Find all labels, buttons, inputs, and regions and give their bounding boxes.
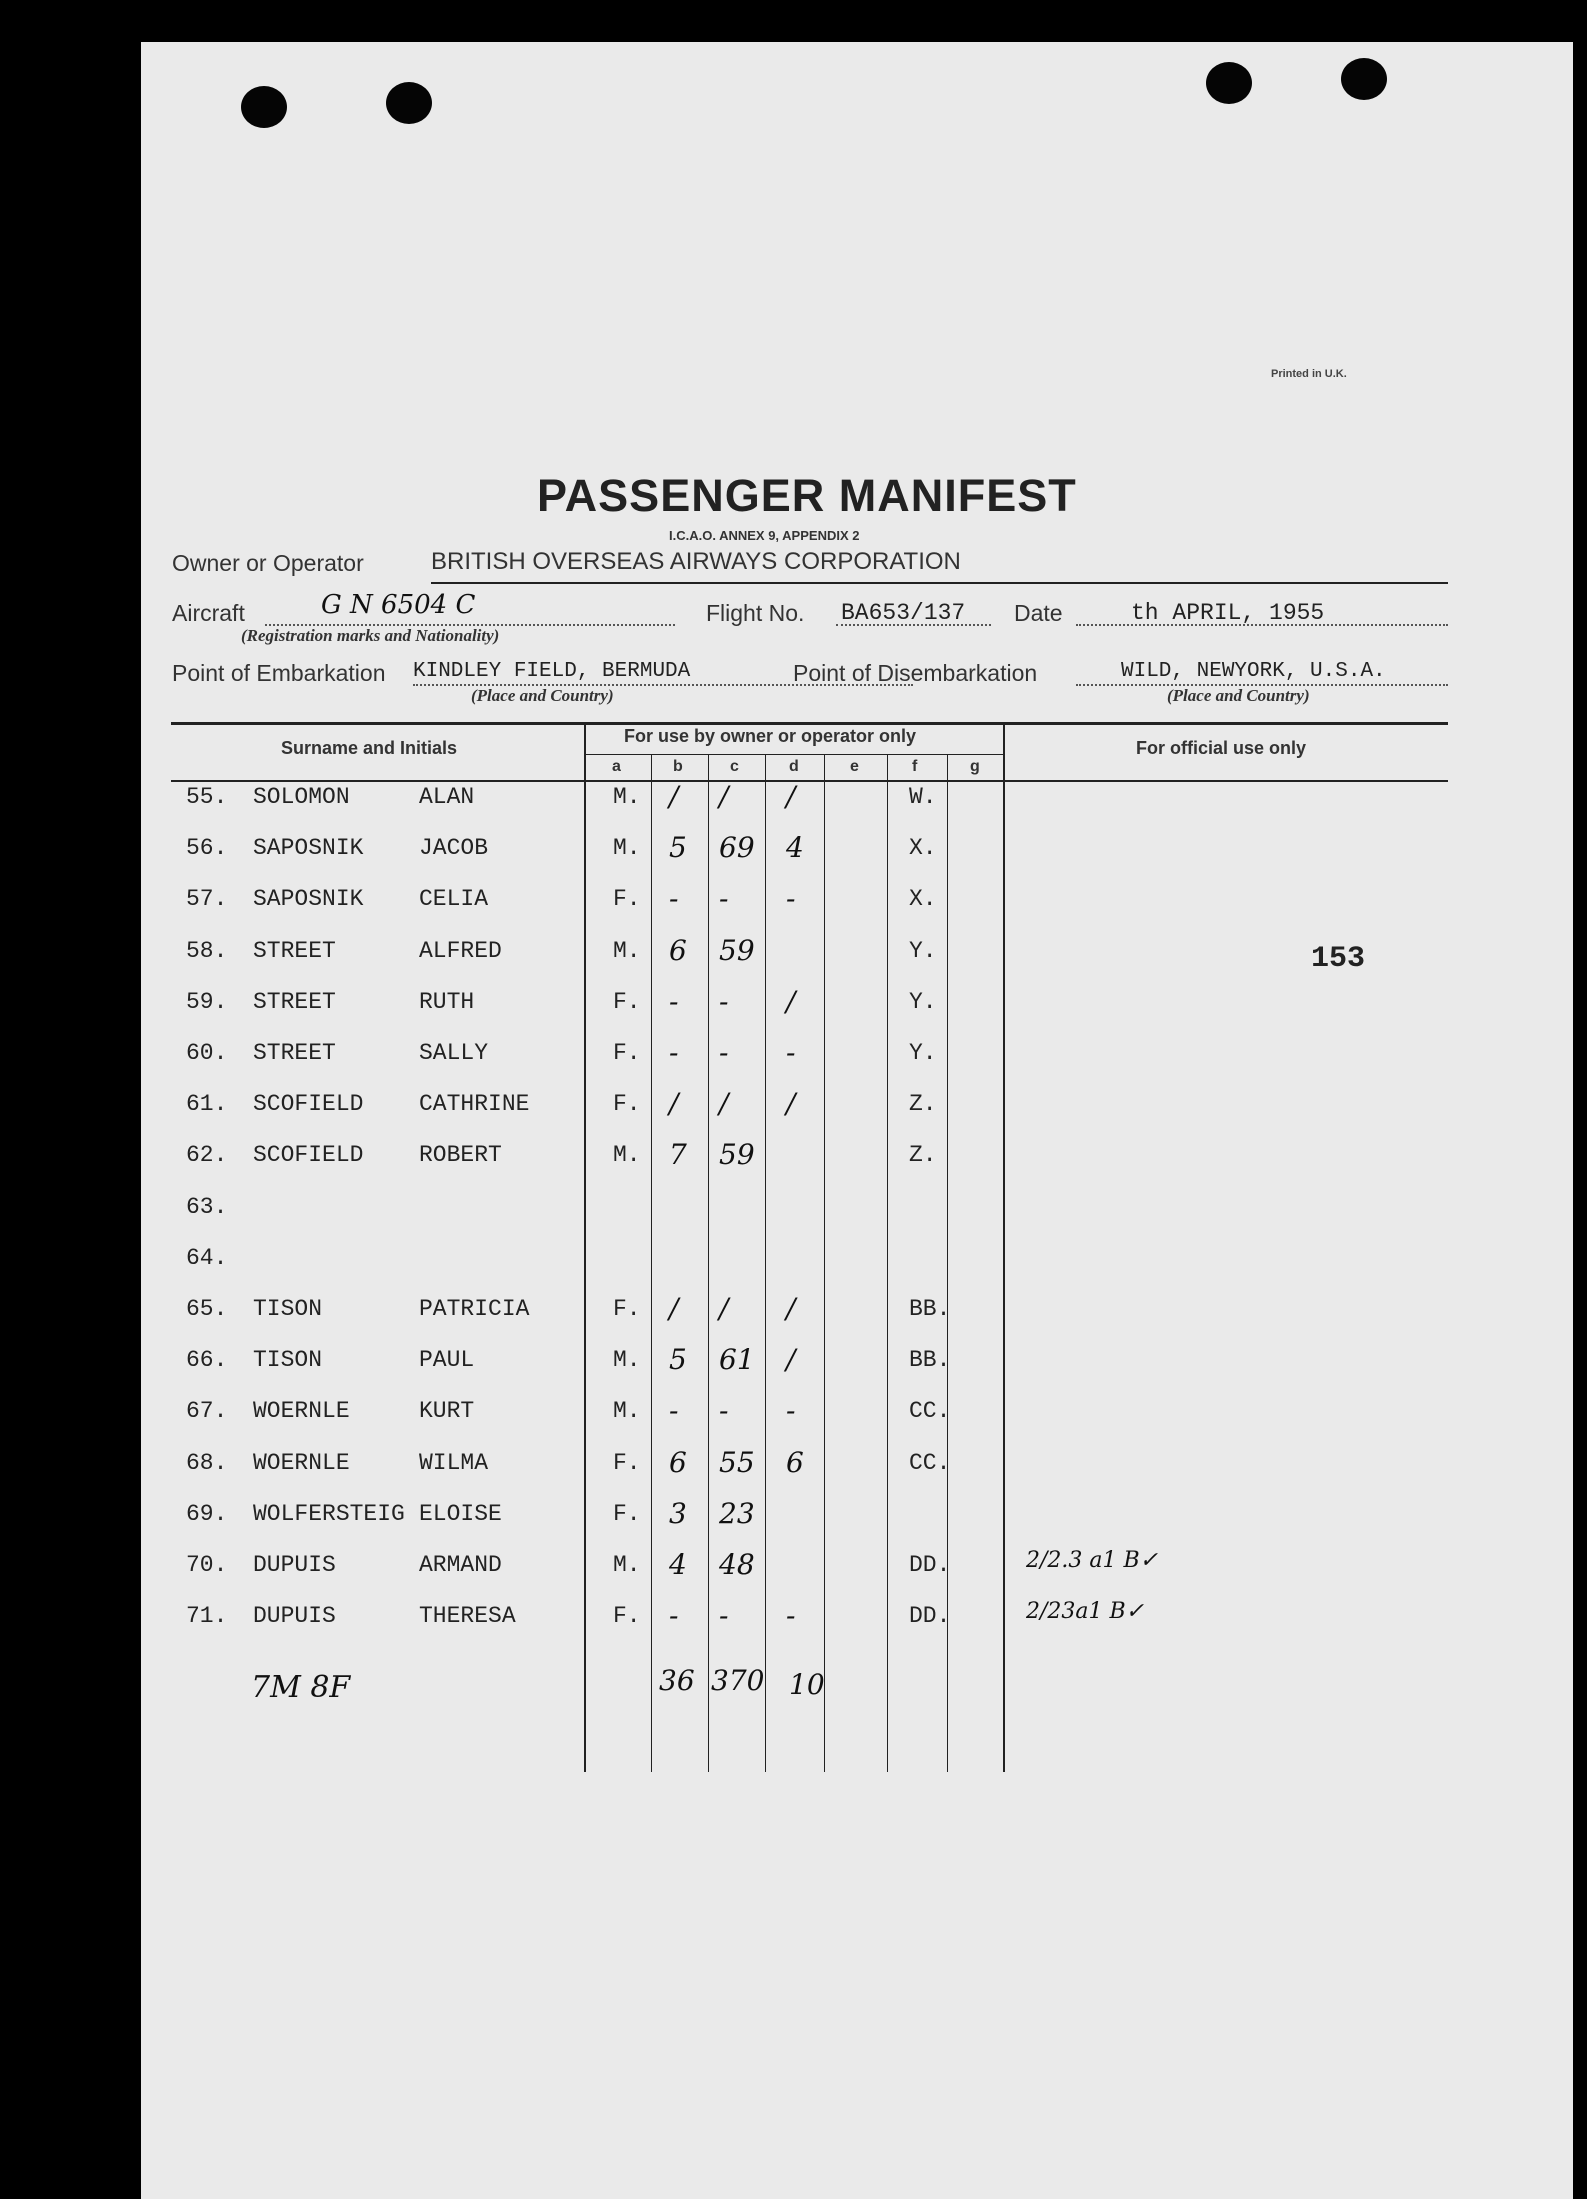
aircraft-label: Aircraft xyxy=(172,600,245,626)
col-c-mark: / xyxy=(719,780,729,813)
col-d-mark: / xyxy=(786,1343,796,1377)
col-d-mark: - xyxy=(786,882,796,916)
subcol-f: f xyxy=(912,758,918,775)
col-a-sex: F. xyxy=(613,1603,641,1630)
table-row xyxy=(141,882,1573,936)
col-a-sex: F. xyxy=(613,886,641,913)
owner-label: Owner or Operator xyxy=(172,550,364,576)
annex-reference: I.C.A.O. ANNEX 9, APPENDIX 2 xyxy=(669,528,860,543)
registration-hint: (Registration marks and Nationality) xyxy=(241,626,500,645)
col-f-code: Y. xyxy=(909,937,937,964)
official-column-header: For official use only xyxy=(1136,738,1307,758)
passenger-surname: TISON xyxy=(253,1296,323,1322)
subcol-b: b xyxy=(673,758,683,775)
subcol-d: d xyxy=(789,758,799,775)
row-number: 68. xyxy=(186,1449,228,1476)
table-row xyxy=(141,1599,1573,1653)
row-number: 61. xyxy=(186,1091,228,1118)
col-f-code: Y. xyxy=(909,988,937,1015)
passenger-given-name: RUTH xyxy=(419,988,475,1015)
row-number: 58. xyxy=(186,937,228,964)
passenger-given-name: ELOISE xyxy=(419,1500,502,1527)
passenger-surname: SCOFIELD xyxy=(253,1142,364,1169)
passenger-surname: SOLOMON xyxy=(253,784,350,810)
col-d-mark: - xyxy=(786,1599,796,1633)
col-b-mark: 5 xyxy=(669,831,687,865)
subcol-g: g xyxy=(970,758,980,775)
punch-hole xyxy=(241,86,287,128)
disembarkation-label: Point of Disembarkation xyxy=(793,660,1038,686)
owner-rule xyxy=(431,582,1448,584)
disembarkation-value: WILD, NEWYORK, U.S.A. xyxy=(1121,660,1386,683)
row-number: 69. xyxy=(186,1500,228,1527)
passenger-surname: SCOFIELD xyxy=(253,1091,364,1118)
col-a-sex: F. xyxy=(613,1091,641,1118)
printed-in-note: Printed in U.K. xyxy=(1271,368,1347,380)
passenger-given-name: PAUL xyxy=(419,1347,475,1374)
col-b-mark: 3 xyxy=(669,1496,687,1530)
operator-column-header: For use by owner or operator only xyxy=(624,726,917,746)
col-d-mark: - xyxy=(786,1036,796,1069)
table-row xyxy=(141,1496,1573,1551)
passenger-surname: WOERNLE xyxy=(253,1449,350,1476)
col-c-mark: - xyxy=(719,1599,729,1633)
col-b-mark: / xyxy=(669,1087,679,1121)
passenger-given-name: SALLY xyxy=(419,1040,489,1066)
official-notation: 2/23a1 B✓ xyxy=(1026,1599,1145,1625)
passenger-surname: WOLFERSTEIG xyxy=(253,1500,405,1527)
totals-summary: 7M 8F xyxy=(251,1670,351,1705)
table-row xyxy=(141,1036,1573,1090)
manifest-sheet xyxy=(141,42,1573,2199)
total-b: 36 xyxy=(659,1664,695,1697)
row-number: 57. xyxy=(186,886,228,913)
surname-column-header: Surname and Initials xyxy=(281,738,458,758)
embarkation-value: KINDLEY FIELD, BERMUDA xyxy=(413,660,691,683)
passenger-surname: STREET xyxy=(253,1040,336,1066)
col-f-code: X. xyxy=(909,835,937,862)
col-f-code: Z. xyxy=(909,1142,937,1169)
col-c-mark: 59 xyxy=(719,1138,755,1172)
table-row xyxy=(141,1087,1573,1141)
subcol-e: e xyxy=(850,758,859,775)
col-c-mark: - xyxy=(719,1394,729,1428)
col-a-sex: M. xyxy=(613,1142,641,1169)
table-row xyxy=(141,1445,1573,1500)
col-d-mark: / xyxy=(786,1087,796,1121)
date-value: th APRIL, 1955 xyxy=(1131,600,1325,626)
col-b-mark: 4 xyxy=(669,1548,687,1581)
col-c-mark: - xyxy=(719,1036,729,1069)
total-d: 10 xyxy=(789,1668,825,1701)
table-header-rule xyxy=(171,780,1448,782)
table-row xyxy=(141,984,1573,1039)
embarkation-label: Point of Embarkation xyxy=(172,660,386,686)
col-c-mark: 59 xyxy=(719,933,755,967)
row-number: 64. xyxy=(186,1244,228,1271)
col-b-mark: 5 xyxy=(669,1343,687,1377)
col-b-mark: 6 xyxy=(669,933,687,967)
table-row xyxy=(141,1548,1573,1602)
col-b-mark: - xyxy=(669,984,679,1018)
passenger-given-name: ARMAND xyxy=(419,1552,502,1578)
owner-value: BRITISH OVERSEAS AIRWAYS CORPORATION xyxy=(431,548,961,575)
row-number: 66. xyxy=(186,1347,228,1374)
col-d-mark: 4 xyxy=(786,831,804,865)
col-a-sex: M. xyxy=(613,784,641,810)
passenger-given-name: PATRICIA xyxy=(419,1296,530,1322)
row-number: 56. xyxy=(186,835,228,862)
col-c-mark: / xyxy=(719,1292,729,1325)
col-a-sex: M. xyxy=(613,1398,641,1425)
table-row xyxy=(141,831,1573,885)
col-b-mark: 6 xyxy=(669,1445,687,1479)
passenger-surname: SAPOSNIK xyxy=(253,835,364,862)
passenger-surname: DUPUIS xyxy=(253,1603,336,1630)
col-a-sex: M. xyxy=(613,1347,641,1374)
passenger-given-name: CELIA xyxy=(419,886,489,913)
col-a-sex: F. xyxy=(613,1296,641,1322)
col-a-sex: M. xyxy=(613,1552,641,1578)
subhead-top-rule xyxy=(584,754,1004,755)
col-d-mark: / xyxy=(786,1292,796,1325)
date-label: Date xyxy=(1014,600,1063,626)
col-f-code: Z. xyxy=(909,1091,937,1118)
row-number: 65. xyxy=(186,1296,228,1322)
col-f-code: W. xyxy=(909,784,937,810)
col-c-mark: - xyxy=(719,984,729,1018)
row-number: 62. xyxy=(186,1142,228,1169)
col-d-mark: - xyxy=(786,1394,796,1428)
col-c-mark: 23 xyxy=(719,1496,755,1530)
col-b-mark: - xyxy=(669,882,679,916)
table-row xyxy=(141,1245,1573,1295)
col-f-code: X. xyxy=(909,886,937,913)
col-f-code: BB. xyxy=(909,1296,951,1322)
col-f-code: Y. xyxy=(909,1040,937,1066)
total-c: 370 xyxy=(711,1664,765,1697)
aircraft-value: G N 6504 C xyxy=(321,590,476,620)
row-number: 70. xyxy=(186,1552,228,1578)
passenger-given-name: CATHRINE xyxy=(419,1091,530,1118)
col-a-sex: F. xyxy=(613,1449,641,1476)
passenger-given-name: ROBERT xyxy=(419,1142,502,1169)
table-row xyxy=(141,1394,1573,1448)
page-title: PASSENGER MANIFEST xyxy=(537,470,1077,521)
col-a-sex: F. xyxy=(613,1500,641,1527)
disembarkation-hint: (Place and Country) xyxy=(1167,686,1310,705)
passenger-given-name: ALAN xyxy=(419,784,475,810)
table-row xyxy=(141,933,1573,988)
flight-value: BA653/137 xyxy=(841,600,966,626)
col-b-mark: - xyxy=(669,1599,679,1633)
subcol-c: c xyxy=(730,758,739,775)
table-row xyxy=(141,1138,1573,1192)
col-c-mark: 61 xyxy=(719,1343,755,1377)
col-c-mark: 69 xyxy=(719,831,755,865)
col-b-mark: / xyxy=(669,1292,679,1325)
row-number: 63. xyxy=(186,1193,228,1220)
col-b-mark: 7 xyxy=(669,1138,687,1172)
flight-label: Flight No. xyxy=(706,600,805,626)
row-number: 67. xyxy=(186,1398,228,1425)
col-d-mark: 6 xyxy=(786,1445,804,1479)
passenger-surname: STREET xyxy=(253,988,336,1015)
table-row xyxy=(141,1343,1573,1397)
row-number: 71. xyxy=(186,1603,228,1630)
passenger-given-name: JACOB xyxy=(419,835,489,862)
passenger-surname: TISON xyxy=(253,1347,323,1374)
passenger-given-name: ALFRED xyxy=(419,937,502,964)
col-f-code: DD. xyxy=(909,1603,951,1630)
row-number: 55. xyxy=(186,784,228,810)
col-f-code: CC. xyxy=(909,1398,951,1425)
col-b-mark: - xyxy=(669,1036,679,1069)
official-notation: 2/2.3 a1 B✓ xyxy=(1026,1548,1159,1573)
col-d-mark: / xyxy=(786,780,796,813)
passenger-given-name: KURT xyxy=(419,1398,475,1425)
row-number: 60. xyxy=(186,1040,228,1066)
passenger-given-name: THERESA xyxy=(419,1603,516,1630)
table-row xyxy=(141,780,1573,834)
col-a-sex: F. xyxy=(613,988,641,1015)
passenger-surname: STREET xyxy=(253,937,336,964)
punch-hole xyxy=(386,82,432,124)
col-c-mark: / xyxy=(719,1087,729,1121)
punch-hole xyxy=(1341,58,1387,100)
col-d-mark: / xyxy=(786,984,796,1018)
col-a-sex: F. xyxy=(613,1040,641,1066)
table-top-rule xyxy=(171,722,1448,725)
col-b-mark: / xyxy=(669,780,679,813)
col-f-code: CC. xyxy=(909,1449,951,1476)
col-b-mark: - xyxy=(669,1394,679,1428)
col-f-code: BB. xyxy=(909,1347,951,1374)
passenger-surname: SAPOSNIK xyxy=(253,886,364,913)
table-row xyxy=(141,1292,1573,1346)
col-a-sex: M. xyxy=(613,835,641,862)
subcol-a: a xyxy=(612,758,621,775)
table-row xyxy=(141,1194,1573,1244)
passenger-surname: DUPUIS xyxy=(253,1552,336,1578)
col-c-mark: 48 xyxy=(719,1548,755,1581)
embarkation-hint: (Place and Country) xyxy=(471,686,614,705)
col-c-mark: - xyxy=(719,882,729,916)
col-c-mark: 55 xyxy=(719,1445,755,1479)
row-number: 59. xyxy=(186,988,228,1015)
punch-hole xyxy=(1206,62,1252,104)
passenger-surname: WOERNLE xyxy=(253,1398,350,1425)
passenger-given-name: WILMA xyxy=(419,1449,489,1476)
col-f-code: DD. xyxy=(909,1552,951,1578)
col-a-sex: M. xyxy=(613,937,641,964)
stamp-number: 153 xyxy=(1311,942,1366,976)
